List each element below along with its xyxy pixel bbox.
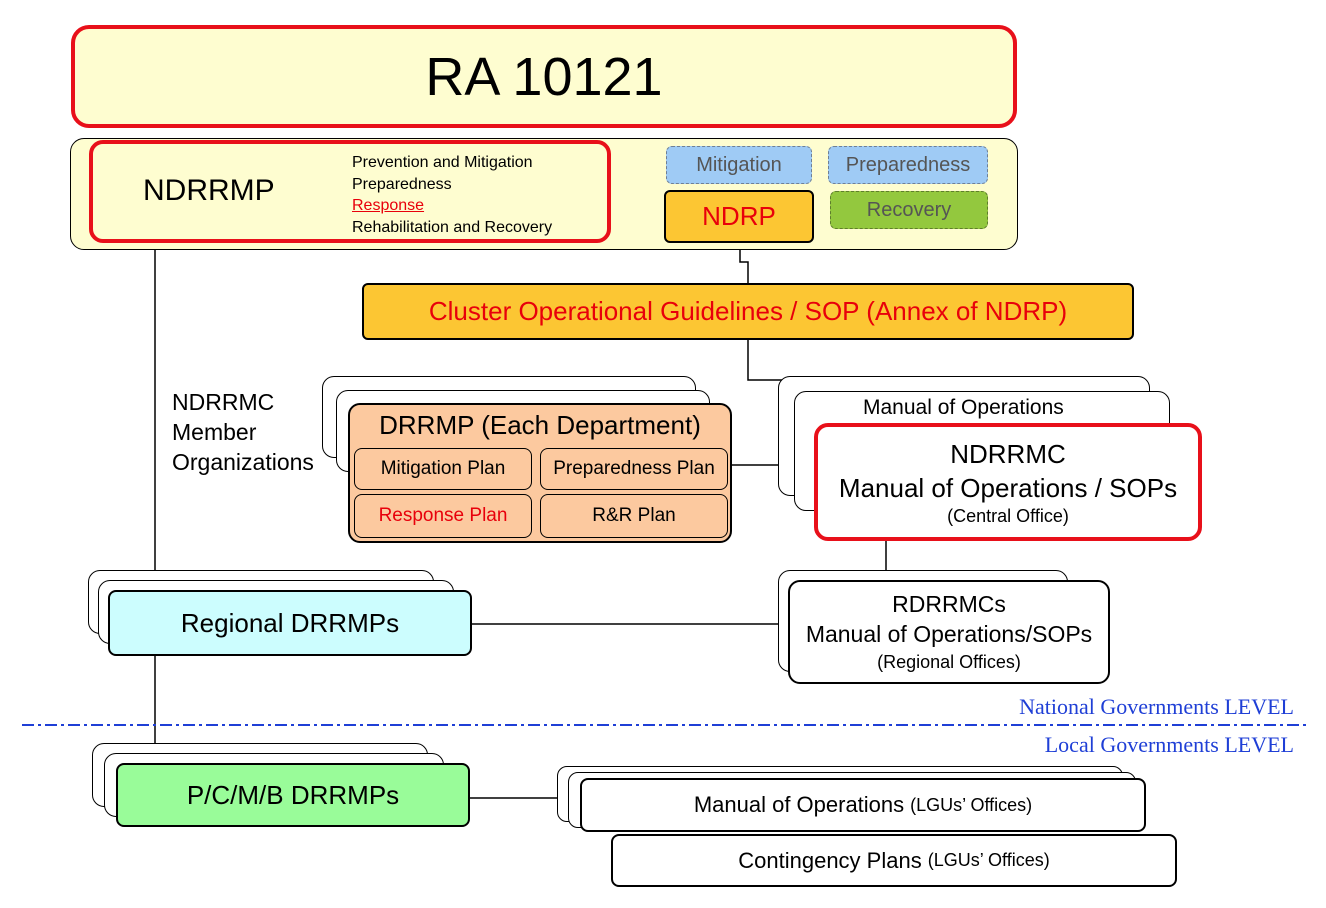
rdrrmc-line2: Manual of Operations/SOPs xyxy=(805,621,1093,647)
recovery-box xyxy=(830,191,988,229)
phase-preparedness: Preparedness xyxy=(352,175,452,193)
preparedness-box xyxy=(828,146,988,184)
mitigation-label: Mitigation xyxy=(696,153,782,176)
mitigation-box xyxy=(666,146,812,184)
response-plan-box xyxy=(354,494,532,538)
cluster-box xyxy=(362,283,1134,340)
regional-drrmps-box xyxy=(108,590,472,656)
rr-plan-label: R&R Plan xyxy=(592,505,676,526)
ndrrmp-phase-list xyxy=(352,152,552,238)
phase-response: Response xyxy=(352,197,425,214)
ndrrmp-label: NDRRMP xyxy=(143,174,275,207)
mitigation-plan-box xyxy=(354,448,532,490)
local-level-label: Local Governments LEVEL xyxy=(1044,732,1294,757)
member-orgs-text xyxy=(172,387,314,477)
lgu-contingency-label: Contingency Plans xyxy=(738,847,922,873)
mitigation-plan-label: Mitigation Plan xyxy=(380,458,506,479)
pcmb-drrmps-box xyxy=(116,763,470,827)
phase-rehabilitation-recovery: Rehabilitation and Recovery xyxy=(352,218,553,236)
regional-drrmps-label: Regional DRRMPs xyxy=(180,607,400,638)
lgu-contingency-note: (LGUs’ Offices) xyxy=(927,850,1050,870)
preparedness-plan-box xyxy=(540,448,728,490)
ndrp-box xyxy=(664,190,814,243)
pcmb-drrmps-label: P/C/M/B DRRMPs xyxy=(186,779,400,810)
manual-ops-back-label: Manual of Operations xyxy=(863,396,1064,419)
recovery-label: Recovery xyxy=(866,198,952,221)
ndrrmc-manual-line3: (Central Office) xyxy=(947,506,1069,526)
phase-prevention-mitigation: Prevention and Mitigation xyxy=(352,154,533,171)
drrmp-dept-title: DRRMP (Each Department) xyxy=(379,410,701,440)
ndrrmc-manual-line2: Manual of Operations / SOPs xyxy=(838,473,1178,503)
member-orgs-line2: Member xyxy=(172,419,257,445)
preparedness-plan-label: Preparedness Plan xyxy=(553,458,715,479)
rdrrmc-line3: (Regional Offices) xyxy=(877,652,1021,672)
rdrrmc-box xyxy=(788,580,1110,684)
cluster-label: Cluster Operational Guidelines / SOP (Annex of NDRP) xyxy=(428,296,1068,326)
ra-title: RA 10121 xyxy=(425,46,663,107)
ndrrmc-manual-line1: NDRRMC xyxy=(950,439,1066,469)
lgu-contingency-box xyxy=(611,834,1177,887)
member-orgs-line1: NDRRMC xyxy=(172,389,275,415)
ndrp-label: NDRP xyxy=(702,201,776,231)
national-level-label: National Governments LEVEL xyxy=(1019,694,1294,719)
member-orgs-line3: Organizations xyxy=(172,449,314,475)
rdrrmc-line1: RDRRMCs xyxy=(892,591,1006,617)
lgu-manual-box xyxy=(580,778,1146,832)
ra-title-box xyxy=(71,25,1017,128)
rr-plan-box xyxy=(540,494,728,538)
ndrrmc-manual-box xyxy=(814,423,1202,541)
lgu-manual-label: Manual of Operations xyxy=(693,792,905,817)
preparedness-label: Preparedness xyxy=(845,153,971,176)
lgu-manual-note: (LGUs’ Offices) xyxy=(910,794,1033,815)
response-plan-label: Response Plan xyxy=(378,505,508,526)
